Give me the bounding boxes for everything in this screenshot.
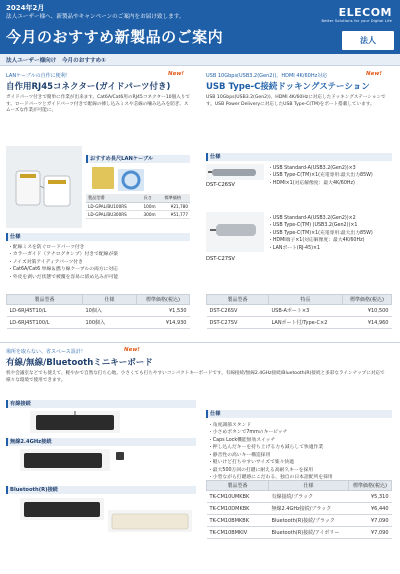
lan-price-table [6, 294, 190, 329]
spec-item: ・カラーガイド（アナログタンプ）付きで配線が楽 [8, 252, 119, 258]
cable-spool-icon [118, 169, 144, 191]
subbar-text: 法人ユーザー様向け 今月のおすすめ① [6, 58, 106, 64]
header-intro: 法人ユーザー様へ、新製品やキャンペーンのご案内をお届け致します。 [6, 14, 185, 20]
kb-variant-wireless: 無線2.4GHz接続 [6, 438, 196, 446]
lan-description: ガイドパーツ付きで簡単に作業が出来ます。Cat6A/Cat6用のRJ45コネクター10個入りです。ロードパーツとガイドパーツ付きで配線の挿し込みミスや芯線の噛み込みを防ぎ、スムーズな作業が可能に。 [6, 95, 190, 114]
cell-model: TK-CM10UMKBK [207, 491, 269, 503]
spec-item: ・角度調節スタンド [208, 423, 252, 428]
table-row [7, 305, 190, 317]
spec-item: ・USB Standard-A(USB3.2(Gen2))×3 [268, 166, 356, 171]
page-title: 今月のおすすめ新製品のご案内 [6, 28, 224, 46]
kb-bt-black-image [20, 498, 104, 520]
cell-spec: Bluetooth(R)接続/アイボリー [269, 527, 349, 539]
kb-new-badge: New! [124, 347, 140, 353]
kb-description: 机や会議室などでも使えて、軽やかで自然な打ち心地。小さくても打ちやすいコンパクトキーボードです。有線接続/無線2.4GHz接続/Bluetooth(R)接続と多彩なラインナップに対応で様々な環境で使用できます。 [6, 371, 385, 383]
rj45-connector-icon [6, 146, 82, 228]
cell-model: LD-6RJ45T10/L [7, 305, 83, 317]
dock-hub-icon [206, 212, 264, 252]
cell-feature: USB-Aポート×3 [269, 305, 343, 317]
spec-item: ・USB Type-C(TM)×1(充電専用:最大出力85W) [268, 230, 373, 236]
header-spec: 仕様 [269, 481, 349, 491]
spec-item: ・ノイズ対策アイディアパーツ付き [8, 259, 83, 265]
cell-price: ¥51,777 [162, 211, 190, 219]
cell-spec: Bluetooth(R)接続/ブラック [269, 515, 349, 527]
mini-header-price: 標準価格 [162, 194, 190, 203]
lan-spec-list [8, 244, 190, 281]
cell-length: 300m [142, 211, 163, 219]
cable-spool-image [118, 169, 144, 191]
lan-tag: LANケーブルの自作に便利！ [6, 73, 71, 79]
spec-item: ・配線ミスを防ぐロードパーツ付き [8, 245, 85, 250]
spec-item: ・軽いけど打ちやすいサイズで楽々快適 [208, 460, 294, 466]
cell-length: 100m [142, 203, 163, 211]
header-price: 標準価格(税込) [137, 295, 190, 305]
dock-new-badge: New! [366, 71, 382, 77]
dock-title: USB Type-C接続ドッキングステーション [206, 82, 370, 92]
spec-item: ・USB Standard-A(USB3.2(Gen2))×2 [268, 216, 356, 221]
cell-price: ¥6,440 [349, 503, 392, 515]
lan-cable-table [86, 194, 190, 219]
cell-price: ¥5,310 [349, 491, 392, 503]
lan-cable-label: おすすめ長尺LANケーブル [86, 155, 190, 163]
dock-c27-specs [268, 215, 392, 252]
kb-price-table [206, 480, 392, 539]
section-subbar [0, 54, 400, 66]
keyboard-icon [30, 411, 120, 433]
elecom-logo: ELECOM [338, 6, 392, 19]
lan-spec-label: 仕様 [6, 233, 190, 241]
cell-spec: 有線接続/ブラック [269, 491, 349, 503]
spec-item: ・外皮を剥いだ状態で被覆を容易に嵌め込みが可能 [8, 274, 119, 280]
cell-model: DST-C26SV [207, 305, 269, 317]
kb-bt-ivory-image [108, 510, 192, 532]
table-row [207, 305, 392, 317]
dock-c26-image [206, 164, 264, 180]
table-row [207, 527, 392, 539]
cell-model: LD-GPAL/BU100RS [86, 203, 142, 211]
spec-item: ・HDMI×1(対応解像度：最大4K/60Hz) [268, 180, 355, 186]
keyboard-icon [20, 449, 110, 471]
cell-price: ¥10,500 [343, 305, 392, 317]
logo-tagline: Better Solutions for your Digital Life [321, 19, 392, 23]
spec-item: ・HDMI端子×1(対応解像度：最大4K/60Hz) [268, 238, 365, 244]
lan-new-badge: New! [168, 71, 184, 77]
cable-box-image [92, 167, 114, 189]
table-row [7, 317, 190, 329]
table-row [86, 211, 190, 219]
kb-tag: 場所を取らない、省スペース設計！ [6, 349, 86, 355]
kb-variant-wired: 有線接続 [6, 400, 196, 408]
table-row [207, 317, 392, 329]
header-model: 製品型番 [7, 295, 83, 305]
dock-c26-model: DST-C26SV [206, 182, 235, 188]
cell-price: ¥14,960 [343, 317, 392, 329]
cell-model: TK-CM10BMKIV [207, 527, 269, 539]
spec-item: ・USB Type-C(TM)×1(充電専用:最大出力85W) [268, 173, 373, 179]
spec-item: ・最大500万回の打鍵に耐える高耐久キーを採用 [208, 467, 314, 473]
spec-item: ・静音性の高いキー構造採用 [208, 452, 271, 458]
header-banner [0, 0, 400, 54]
keyboard-icon [108, 510, 192, 532]
cell-model: DST-C27SV [207, 317, 269, 329]
table-row [207, 515, 392, 527]
kb-wireless-image [20, 449, 110, 471]
cell-feature: LANポート付/Type-C×2 [269, 317, 343, 329]
table-row [207, 503, 392, 515]
spec-item: ・押し込んだキーを持ち上げる力も減らして快適作業 [208, 445, 324, 451]
cell-model: LD-6RJ45T100/L [7, 317, 83, 329]
kb-spec-list [208, 422, 392, 481]
spec-item: ・Caps Lock機能無効スイッチ [208, 437, 276, 443]
cell-price: ¥14,930 [137, 317, 190, 329]
mini-header-model: 製品型番 [86, 194, 142, 203]
kb-spec-label: 仕様 [206, 410, 392, 418]
cell-price: ¥7,090 [349, 515, 392, 527]
dock-price-table [206, 294, 392, 329]
table-row [207, 491, 392, 503]
dock-tag: USB 10Gbps(USB3.2(Gen2))、HDMI 4K/60Hz対応 [206, 73, 328, 79]
cell-model: LD-GPAL/BU300RS [86, 211, 142, 219]
corporate-badge: 法人 [342, 31, 394, 50]
dock-description: USB 10Gbps(USB3.2(Gen2))、HDMI 4K/60Hzに対応したドッキングステーションです。USB Power Deliveryに対応したUSB Type-C(TM)をポート搭載しています。 [206, 95, 386, 107]
cell-model: TK-CM10DMKBK [207, 503, 269, 515]
header-price: 標準価格(税込) [349, 481, 392, 491]
header-feature: 特長 [269, 295, 343, 305]
kb-variant-bluetooth: Bluetooth(R)接続 [6, 486, 196, 494]
cell-price: ¥21,780 [162, 203, 190, 211]
kb-title: 有線/無線/Bluetoothミニキーボード [6, 358, 153, 368]
section-divider [0, 342, 400, 343]
lan-connector-image [6, 146, 82, 228]
cell-spec: 無線2.4GHz接続/ブラック [269, 503, 349, 515]
dock-c26-specs [268, 165, 392, 187]
cell-spec: 10個入 [83, 305, 137, 317]
dock-c27-model: DST-C27SV [206, 256, 235, 262]
header-price: 標準価格(税込) [343, 295, 392, 305]
spec-item: ・LANポート(RJ-45)×1 [268, 245, 321, 251]
lan-title: 自作用RJ45コネクター(ガイドパーツ付き) [6, 82, 171, 92]
cell-price: ¥1,530 [137, 305, 190, 317]
cell-price: ¥7,090 [349, 527, 392, 539]
header-model: 製品型番 [207, 295, 269, 305]
mini-header-length: 長さ [142, 194, 163, 203]
spec-item: ・Cat6A/Cat6 単線＆撚り線ケーブルの両方に対応 [8, 267, 118, 273]
issue-date: 2024年2月 [6, 4, 45, 12]
header-model: 製品型番 [207, 481, 269, 491]
usb-receiver-icon [116, 452, 124, 460]
spec-item: ・USB Type-C(TM) (USB3.2(Gen2))×1 [268, 223, 358, 229]
header-spec: 仕様 [83, 295, 137, 305]
keyboard-icon [20, 498, 104, 520]
dock-c27-image [206, 212, 264, 252]
cell-spec: 100個入 [83, 317, 137, 329]
dock-hub-icon [206, 164, 264, 180]
kb-wired-image [30, 411, 120, 433]
spec-item: ・小型ながら打鍵感にこだわる、独自の日本語配列を採用 [208, 474, 333, 480]
cell-model: TK-CM10BMKBK [207, 515, 269, 527]
dock-spec-label: 仕様 [206, 153, 392, 161]
spec-item: ・小さめボタンで7mmのキーピッチ [208, 430, 288, 436]
table-row [86, 203, 190, 211]
